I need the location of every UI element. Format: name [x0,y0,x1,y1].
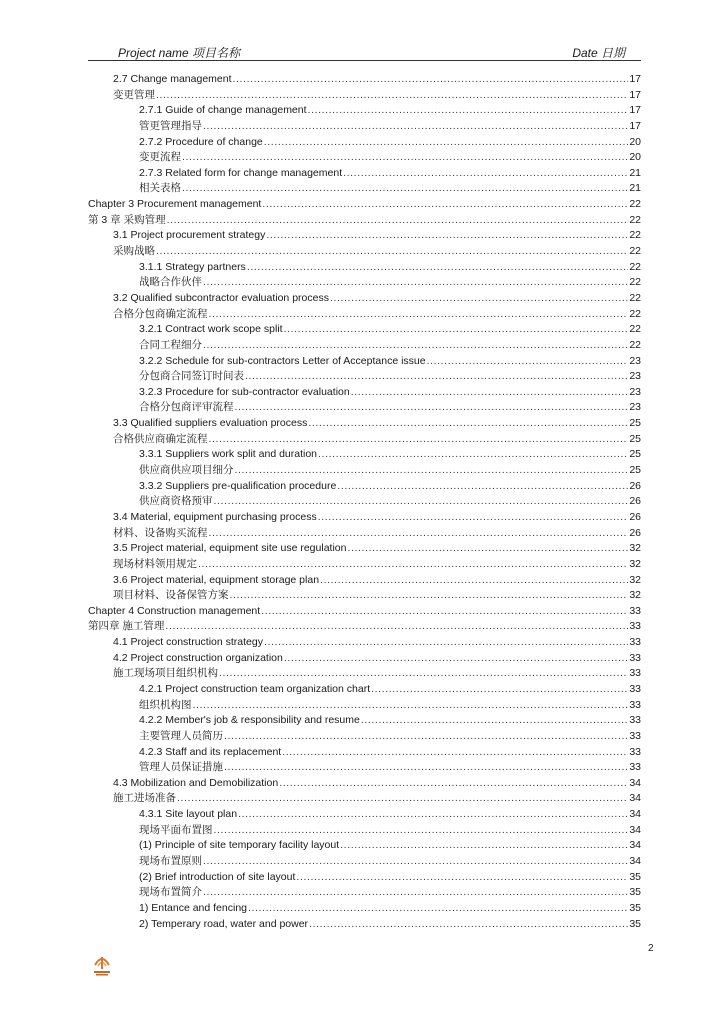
toc-entry[interactable] [88,557,641,573]
toc-entry-page: 25 [629,464,641,477]
toc-entry[interactable] [88,479,641,495]
toc-dot-leader [182,181,628,197]
toc-entry[interactable] [88,416,641,432]
toc-dot-leader [209,307,629,323]
toc-entry-title: 管更管理指导 [139,119,202,132]
toc-entry-title: 3.6 Project material, equipment storage plan [113,573,320,586]
toc-entry-page: 34 [629,808,641,821]
toc-entry-title: 分包商合同签订时间表 [139,370,244,383]
toc-entry[interactable] [88,322,641,338]
toc-entry[interactable] [88,400,641,416]
toc-dot-leader [203,275,628,291]
toc-entry[interactable] [88,181,641,197]
toc-entry-title: 材料、设备购买流程 [113,526,208,539]
toc-entry-title: 战略合作伙伴 [139,276,202,289]
toc-dot-leader [165,619,628,635]
toc-entry-title: 4.3.1 Site layout plan [139,808,238,821]
toc-entry[interactable] [88,338,641,354]
page-header [88,43,641,61]
toc-entry[interactable] [88,369,641,385]
toc-dot-leader [340,838,628,854]
toc-entry-page: 33 [629,636,641,649]
toc-entry-title: 第四章 施工管理 [88,620,165,633]
toc-entry-page: 34 [629,839,641,852]
toc-entry-title: (1) Principle of site temporary facility layout [139,839,340,852]
toc-entry-page: 23 [629,354,641,367]
toc-dot-leader [261,604,628,620]
toc-entry[interactable] [88,494,641,510]
toc-dot-leader [282,745,628,761]
toc-entry-title: 3.1 Project procurement strategy [113,229,266,242]
toc-entry[interactable] [88,604,641,620]
toc-entry-page: 22 [629,338,641,351]
toc-dot-leader [214,494,629,510]
toc-entry-title: 变更流程 [139,151,181,164]
toc-entry-title: 合格分包商确定流程 [113,307,208,320]
toc-entry-title: 现场布置简介 [139,886,202,899]
toc-entry-page: 26 [629,510,641,523]
toc-entry[interactable] [88,385,641,401]
toc-entry[interactable] [88,526,641,542]
toc-entry-title: Chapter 3 Procurement management [88,198,262,211]
toc-entry-page: 33 [629,729,641,742]
toc-dot-leader [235,400,629,416]
toc-entry-title: 4.1 Project construction strategy [113,636,263,649]
toc-entry[interactable] [88,651,641,667]
toc-entry[interactable] [88,573,641,589]
toc-dot-leader [284,651,628,667]
toc-entry[interactable] [88,197,641,213]
toc-entry-title: 相关表格 [139,182,181,195]
toc-entry-title: Chapter 4 Construction management [88,604,261,617]
toc-dot-leader [284,322,629,338]
toc-entry[interactable] [88,119,641,135]
toc-entry[interactable] [88,885,641,901]
toc-entry-page: 33 [629,745,641,758]
toc-entry-page: 32 [629,589,641,602]
toc-dot-leader [320,573,628,589]
toc-entry-page: 22 [629,260,641,273]
toc-entry-page: 22 [629,198,641,211]
toc-entry-title: 合格供应商确定流程 [113,432,208,445]
toc-entry-title: 3.2.1 Contract work scope split [139,323,283,336]
toc-entry-title: 合格分包商评审流程 [139,401,234,414]
toc-entry-title: 供应商资格预审 [139,495,213,508]
toc-dot-leader [156,244,628,260]
toc-entry[interactable] [88,682,641,698]
toc-dot-leader [219,666,628,682]
toc-dot-leader [309,917,628,933]
toc-entry[interactable] [88,917,641,933]
toc-entry-page: 21 [629,166,641,179]
toc-entry[interactable] [88,901,641,917]
toc-dot-leader [337,479,628,495]
toc-entry-title: 组织机构图 [139,698,192,711]
toc-entry-title: 4.2 Project construction organization [113,651,283,664]
toc-entry[interactable] [88,150,641,166]
toc-entry-title: 3.5 Project material, equipment site use regulation [113,542,347,555]
toc-entry-title: 3.2.3 Procedure for sub-contractor evaluation [139,385,350,398]
toc-entry-page: 23 [629,385,641,398]
toc-dot-leader [330,291,628,307]
toc-entry-title: 第 3 章 采购管理 [88,213,166,226]
toc-entry-title: 项目材料、设备保管方案 [113,589,229,602]
toc-dot-leader [308,416,628,432]
toc-dot-leader [238,807,628,823]
toc-entry[interactable] [88,463,641,479]
toc-dot-leader [296,870,628,886]
toc-entry-title: 2.7.1 Guide of change management [139,104,307,117]
toc-entry-page: 32 [629,573,641,586]
toc-entry-title: 采购战略 [113,245,155,258]
toc-entry-page: 25 [629,432,641,445]
toc-entry-title: 变更管理 [113,88,155,101]
toc-dot-leader [245,369,628,385]
toc-dot-leader [167,213,629,229]
toc-entry-page: 22 [629,291,641,304]
toc-entry[interactable] [88,791,641,807]
toc-entry-title: 现场布置原则 [139,855,202,868]
toc-dot-leader [203,338,628,354]
toc-dot-leader [264,635,628,651]
toc-entry-page: 17 [629,104,641,117]
toc-entry[interactable] [88,275,641,291]
toc-entry-page: 23 [629,401,641,414]
toc-dot-leader [203,854,628,870]
toc-entry-title: 2.7 Change management [113,73,232,85]
toc-dot-leader [427,354,629,370]
toc-entry-page: 34 [629,792,641,805]
toc-entry-page: 33 [629,667,641,680]
toc-entry[interactable] [88,260,641,276]
toc-dot-leader [209,526,629,542]
toc-entry-page: 22 [629,229,641,242]
toc-entry-title: 3.4 Material, equipment purchasing process [113,510,317,523]
toc-entry[interactable] [88,213,641,229]
toc-dot-leader [198,557,628,573]
toc-entry-title: 2) Temperary road, water and power [139,917,309,930]
toc-entry-title: 3.3.1 Suppliers work split and duration [139,448,318,461]
toc-entry[interactable] [88,166,641,182]
toc-dot-leader [343,166,628,182]
toc-entry-page: 33 [629,651,641,664]
toc-dot-leader [371,682,628,698]
toc-entry-title: 3.3 Qualified suppliers evaluation process [113,417,308,430]
toc-entry-page: 22 [629,276,641,289]
toc-entry-title: 2.7.3 Related form for change management [139,166,343,179]
toc-dot-leader [247,260,629,276]
toc-entry-title: 3.1.1 Strategy partners [139,260,246,273]
toc-entry-page: 33 [629,714,641,727]
toc-entry[interactable] [88,228,641,244]
toc-dot-leader [230,588,629,604]
toc-entry-page: 34 [629,855,641,868]
toc-entry-title: 现场材料领用规定 [113,557,197,570]
toc-entry[interactable] [88,619,641,635]
toc-entry-title: 3.2 Qualified subcontractor evaluation process [113,291,329,304]
toc-entry[interactable] [88,729,641,745]
toc-dot-leader [209,432,629,448]
toc-entry[interactable] [88,447,641,463]
toc-entry-page: 20 [629,135,641,148]
toc-entry-title: 3.3.2 Suppliers pre-qualification procedure [139,479,337,492]
toc-entry[interactable] [88,354,641,370]
toc-entry-title: 合同工程细分 [139,338,202,351]
toc-dot-leader [203,885,628,901]
toc-entry-title: 4.3 Mobilization and Demobilization [113,776,279,789]
toc-entry-page: 26 [629,526,641,539]
toc-entry[interactable] [88,135,641,151]
toc-entry[interactable] [88,870,641,886]
toc-entry[interactable] [88,713,641,729]
toc-entry-page: 26 [629,495,641,508]
table-of-contents [88,72,641,932]
toc-entry-page: 33 [629,761,641,774]
toc-dot-leader [347,541,628,557]
toc-entry[interactable] [88,307,641,323]
toc-entry-page: 33 [629,698,641,711]
toc-entry[interactable] [88,72,641,88]
toc-dot-leader [193,698,629,714]
header-project-name: Project name 项目名称 [118,46,241,60]
toc-dot-leader [318,510,629,526]
toc-entry[interactable] [88,541,641,557]
toc-entry[interactable] [88,588,641,604]
toc-entry-page: 33 [629,604,641,617]
toc-dot-leader [214,823,629,839]
toc-entry[interactable] [88,698,641,714]
toc-entry-page: 33 [629,620,641,633]
toc-entry[interactable] [88,838,641,854]
page-number: 2 [648,943,654,954]
toc-dot-leader [235,463,629,479]
toc-entry[interactable] [88,510,641,526]
toc-entry[interactable] [88,823,641,839]
toc-entry[interactable] [88,432,641,448]
toc-entry[interactable] [88,745,641,761]
toc-dot-leader [224,760,628,776]
toc-entry-page: 33 [629,682,641,695]
toc-entry[interactable] [88,635,641,651]
toc-entry-title: 1) Entance and fencing [139,901,247,914]
toc-entry[interactable] [88,807,641,823]
toc-entry-title: 供应商供应项目细分 [139,464,234,477]
toc-entry-title: 2.7.2 Procedure of change [139,135,263,148]
toc-entry-title: 现场平面布置图 [139,823,213,836]
toc-entry-page: 34 [629,776,641,789]
toc-entry[interactable] [88,760,641,776]
toc-entry[interactable] [88,291,641,307]
toc-entry-title: 主要管理人员简历 [139,729,223,742]
toc-entry[interactable] [88,776,641,792]
toc-dot-leader [156,88,628,104]
toc-entry-page: 21 [629,182,641,195]
toc-dot-leader [279,776,628,792]
toc-entry-page: 34 [629,823,641,836]
toc-entry-page: 22 [629,213,641,226]
toc-entry-page: 22 [629,323,641,336]
toc-dot-leader [264,135,629,151]
toc-entry-title: 4.2.2 Member's job & responsibility and resume [139,714,360,727]
toc-dot-leader [266,228,628,244]
toc-entry-page: 17 [629,73,641,85]
toc-dot-leader [182,150,628,166]
toc-dot-leader [361,713,628,729]
toc-entry-page: 25 [629,448,641,461]
toc-dot-leader [177,791,628,807]
toc-entry[interactable] [88,666,641,682]
toc-entry-page: 35 [629,901,641,914]
toc-dot-leader [318,447,628,463]
toc-entry-title: (2) Brief introduction of site layout [139,870,296,883]
toc-entry-page: 35 [629,870,641,883]
toc-entry-page: 23 [629,370,641,383]
toc-entry-title: 施工进场准备 [113,792,176,805]
toc-entry[interactable] [88,103,641,119]
toc-entry-title: 4.2.3 Staff and its replacement [139,745,282,758]
toc-entry-page: 26 [629,479,641,492]
toc-entry-page: 20 [629,151,641,164]
toc-dot-leader [203,119,628,135]
toc-entry-title: 施工现场项目组织机构 [113,667,218,680]
toc-entry[interactable] [88,854,641,870]
toc-entry-title: 3.2.2 Schedule for sub-contractors Letter of Acceptance issue [139,354,426,367]
toc-entry-page: 32 [629,557,641,570]
toc-dot-leader [248,901,628,917]
toc-dot-leader [224,729,628,745]
toc-entry-page: 35 [629,917,641,930]
header-date: Date 日期 [572,46,625,60]
toc-dot-leader [351,385,629,401]
company-logo-icon [89,951,115,977]
toc-entry-title: 4.2.1 Project construction team organization chart [139,682,371,695]
toc-entry-page: 32 [629,542,641,555]
toc-dot-leader [308,103,629,119]
toc-entry-page: 22 [629,245,641,258]
toc-entry-page: 17 [629,88,641,101]
toc-entry-page: 17 [629,119,641,132]
toc-entry-title: 管理人员保证措施 [139,761,223,774]
toc-dot-leader [233,72,629,88]
toc-entry-page: 25 [629,417,641,430]
toc-entry-page: 22 [629,307,641,320]
toc-entry[interactable] [88,88,641,104]
toc-dot-leader [262,197,628,213]
toc-entry-page: 35 [629,886,641,899]
toc-entry[interactable] [88,244,641,260]
